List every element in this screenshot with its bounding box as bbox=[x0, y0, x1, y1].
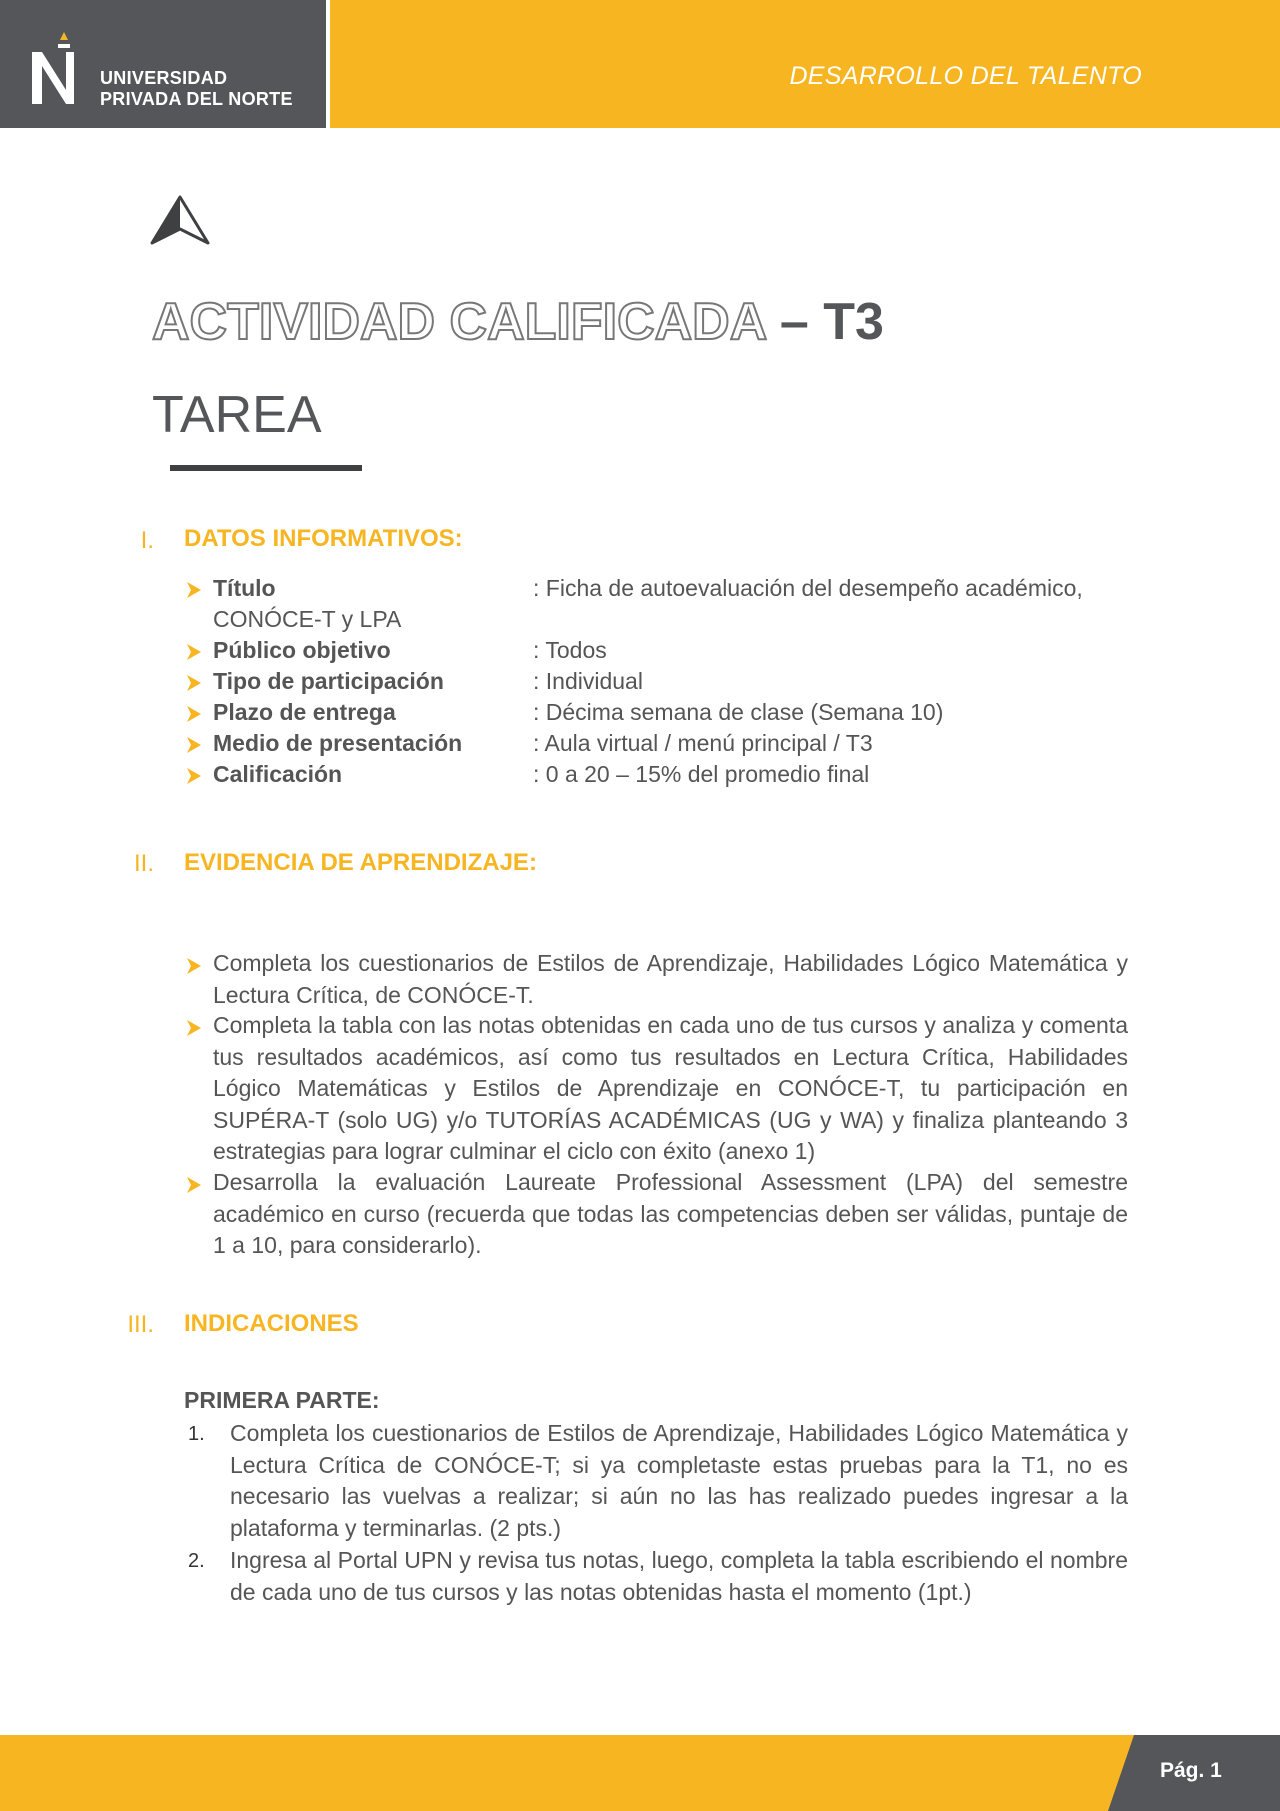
bullet-arrow-icon bbox=[186, 674, 202, 692]
section-1-title: DATOS INFORMATIVOS: bbox=[184, 525, 463, 552]
activity-title-dash: – bbox=[765, 293, 824, 351]
bullet-arrow-icon bbox=[186, 705, 202, 723]
section-3-title: INDICACIONES bbox=[184, 1310, 359, 1337]
info-value: : Todos bbox=[533, 637, 607, 663]
evidence-item: Completa los cuestionarios de Estilos de Aprendizaje, Habilidades Lógico Matemática y Lectura Crítica, de CONÓCE-T. bbox=[213, 950, 1128, 1008]
navigation-arrow-icon bbox=[150, 195, 210, 247]
activity-title bbox=[152, 292, 884, 352]
indication-item: Ingresa al Portal UPN y revisa tus notas, luego, completa la tabla escribiendo el nombre de cada uno de tus cursos y las notas obtenidas hasta el momento (1pt.) bbox=[230, 1547, 1128, 1605]
info-label: Calificación bbox=[213, 761, 343, 787]
section-2-number: II. bbox=[133, 850, 154, 877]
section-1-number: I. bbox=[140, 527, 154, 554]
indication-number: 1. bbox=[188, 1423, 205, 1445]
part-heading: PRIMERA PARTE: bbox=[184, 1387, 380, 1413]
bullet-arrow-icon bbox=[186, 643, 202, 661]
header-section-title: DESARROLLO DEL TALENTO bbox=[789, 62, 1142, 90]
bullet-arrow-icon bbox=[186, 957, 202, 975]
indication-number: 2. bbox=[188, 1550, 205, 1572]
info-value: : Individual bbox=[533, 668, 643, 694]
info-value: : Ficha de autoevaluación del desempeño académico, bbox=[533, 575, 1083, 601]
bullet-arrow-icon bbox=[186, 1176, 202, 1194]
logo-line-2: PRIVADA DEL NORTE bbox=[100, 89, 293, 109]
evidence-item: Completa la tabla con las notas obtenidas en cada uno de tus cursos y analiza y comenta tus resultados académicos, así como tus resultados en Lectura Crítica, Habilidades Lógico Matemáticas y Estilos de Aprendizaje en CONÓCE-T, tu participación en SUPÉRA-T (solo UG) y/o TUTORÍAS ACADÉMICAS (UG y WA) y finaliza planteando 3 estrategias para lograr culminar el ciclo con éxito (anexo 1) bbox=[213, 1012, 1128, 1164]
activity-title-outline: ACTIVIDAD CALIFICADA bbox=[152, 293, 766, 351]
bullet-arrow-icon bbox=[186, 581, 202, 599]
info-label: Título bbox=[213, 575, 276, 601]
bullet-arrow-icon bbox=[186, 767, 202, 785]
page-footer bbox=[0, 1735, 1280, 1811]
footer-band bbox=[0, 1735, 1280, 1811]
info-value-continuation: CONÓCE-T y LPA bbox=[213, 606, 402, 632]
section-3-number: III. bbox=[127, 1311, 154, 1338]
page-header bbox=[0, 0, 1280, 130]
section-2-title: EVIDENCIA DE APRENDIZAJE: bbox=[184, 849, 537, 876]
bullet-arrow-icon bbox=[186, 1019, 202, 1037]
indication-item: Completa los cuestionarios de Estilos de Aprendizaje, Habilidades Lógico Matemática y Lectura Crítica de CONÓCE-T; si ya completaste estas pruebas para la T1, no es necesario las vuelvas a realizar; si aún no las has realizado puedes ingresar a la plataforma y terminarlas. (2 pts.) bbox=[230, 1420, 1128, 1541]
title-underline bbox=[170, 465, 362, 471]
page-number: Pág. 1 bbox=[1160, 1759, 1222, 1782]
logo-line-1: UNIVERSIDAD bbox=[100, 68, 228, 88]
page-subtitle: TAREA bbox=[152, 386, 322, 444]
info-label: Medio de presentación bbox=[213, 730, 463, 756]
info-value: : Décima semana de clase (Semana 10) bbox=[533, 699, 944, 725]
info-label: Público objetivo bbox=[213, 637, 391, 663]
logo-panel bbox=[0, 0, 326, 128]
info-label: Plazo de entrega bbox=[213, 699, 396, 725]
evidence-item: Desarrolla la evaluación Laureate Professional Assessment (LPA) del semestre académico en curso (recuerda que todas las competencias deben ser válidas, puntaje de 1 a 10, para considerarlo). bbox=[213, 1169, 1128, 1258]
logo-text bbox=[100, 68, 293, 110]
activity-code: T3 bbox=[823, 293, 884, 351]
info-value: : Aula virtual / menú principal / T3 bbox=[533, 730, 873, 756]
info-value: : 0 a 20 – 15% del promedio final bbox=[533, 761, 870, 787]
info-label: Tipo de participación bbox=[213, 668, 444, 694]
bullet-arrow-icon bbox=[186, 736, 202, 754]
upn-logo-icon bbox=[28, 30, 88, 108]
